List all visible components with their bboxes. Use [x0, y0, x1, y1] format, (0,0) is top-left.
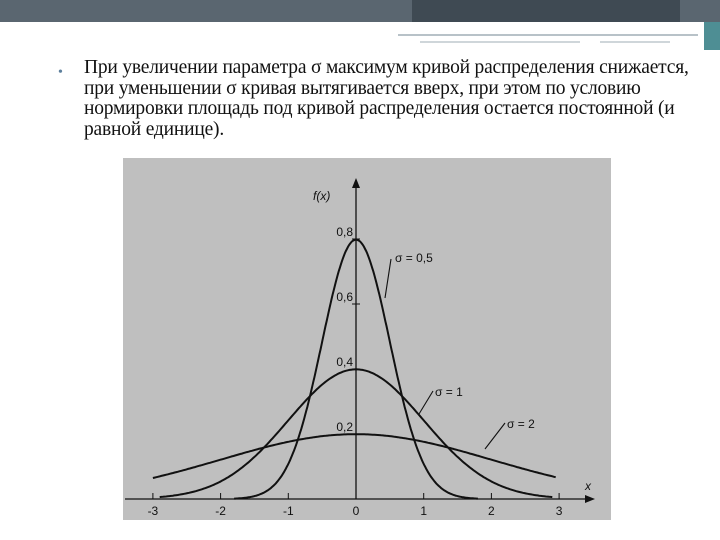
- y-axis-arrow: [352, 178, 360, 188]
- top-band-accent: [412, 0, 680, 22]
- x-ticks: [148, 493, 563, 518]
- axes: [125, 178, 595, 503]
- deco-line-1: [398, 34, 698, 36]
- x-tick-label: -1: [282, 504, 294, 518]
- curve-sigma-2: [153, 434, 556, 478]
- distribution-figure: [123, 158, 611, 520]
- curve-label-leader: [419, 391, 433, 414]
- curve-label-leader: [385, 259, 391, 298]
- x-axis-arrow: [585, 495, 595, 503]
- bullet-marker: •: [58, 65, 63, 80]
- x-tick-label: -2: [215, 504, 226, 518]
- distribution-plot: [123, 158, 611, 520]
- x-tick-label: 2: [488, 504, 495, 518]
- y-tick-label: 0,6: [336, 290, 353, 304]
- x-tick-label: 0: [352, 504, 360, 518]
- curve-label: σ = 1: [435, 385, 463, 399]
- curves: [153, 240, 556, 499]
- x-tick-label: 3: [555, 504, 563, 518]
- deco-teal-block: [704, 22, 720, 50]
- curve-label-leader: [485, 423, 505, 449]
- x-axis-title: x: [585, 479, 591, 493]
- y-axis-title: f(x): [313, 189, 331, 203]
- y-tick-label: 0,4: [336, 355, 353, 369]
- x-tick-label: -3: [147, 504, 159, 518]
- curve-label: σ = 2: [507, 417, 535, 431]
- deco-line-2: [420, 41, 580, 43]
- y-tick-label: 0,8: [336, 225, 353, 239]
- curve-label: σ = 0,5: [395, 251, 433, 265]
- x-tick-label: 1: [420, 504, 428, 518]
- deco-line-3: [600, 41, 670, 43]
- y-tick-label: 0,2: [336, 420, 353, 434]
- bullet-text: При увеличении параметра σ максимум кривой распределения снижается, при уменьшении σ кривая вытягивается вверх, при этом по условию нормировки площадь под кривой распределения остается постоянной (и равной единице).: [84, 57, 689, 140]
